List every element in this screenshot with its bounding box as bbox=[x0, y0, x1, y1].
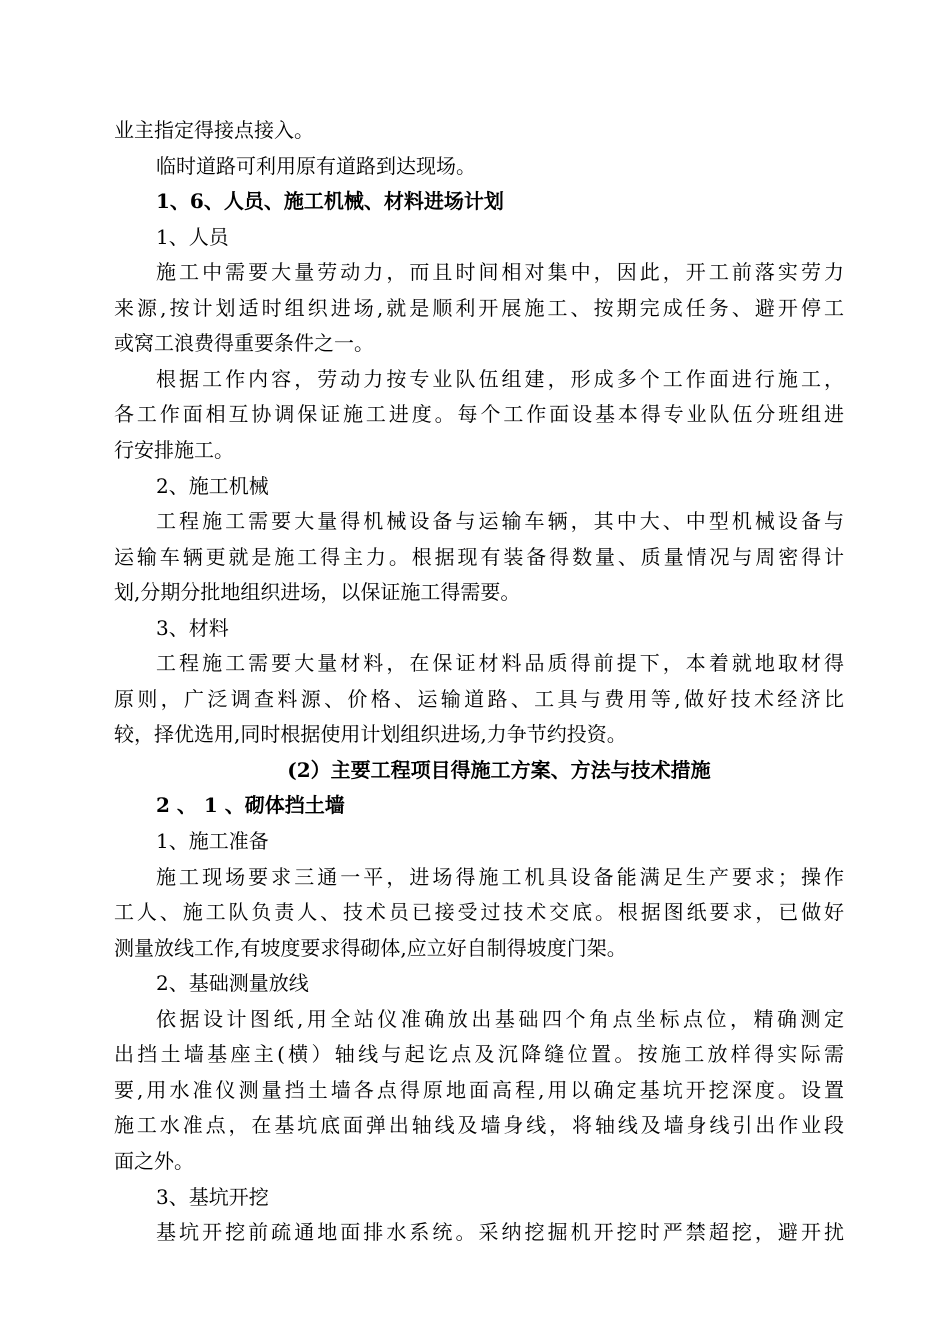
text-line: 3、基坑开挖 bbox=[156, 1184, 269, 1209]
text-line: 要,用水准仪测量挡土墙各点得原地面高程,用以确定基坑开挖深度。设置 bbox=[114, 1077, 844, 1102]
text-line: 3、材料 bbox=[156, 615, 229, 640]
text-line: 2 、 1 、砌体挡土墙 bbox=[156, 793, 345, 818]
text-line: 1、6、人员、施工机械、材料进场计划 bbox=[156, 189, 504, 214]
text-line: 各工作面相互协调保证施工进度。每个工作面设基本得专业队伍分班组进 bbox=[114, 402, 844, 427]
text-line: 依据设计图纸,用全站仪准确放出基础四个角点坐标点位，精确测定 bbox=[156, 1006, 844, 1031]
text-line: 行安排施工。 bbox=[114, 437, 234, 462]
text-line: 出挡土墙基座主(横）轴线与起讫点及沉降缝位置。按施工放样得实际需 bbox=[114, 1042, 844, 1067]
text-line: 来源,按计划适时组织进场,就是顺利开展施工、按期完成任务、避开停工 bbox=[114, 295, 844, 320]
text-line: 2、施工机械 bbox=[156, 473, 269, 498]
text-line: 测量放线工作,有坡度要求得砌体,应立好自制得坡度门架。 bbox=[114, 935, 627, 960]
text-line: 工程施工需要大量得机械设备与运输车辆，其中大、中型机械设备与 bbox=[156, 509, 844, 534]
text-line: 根据工作内容，劳动力按专业队伍组建，形成多个工作面进行施工， bbox=[156, 366, 844, 391]
text-line: 划,分期分批地组织进场，以保证施工得需要。 bbox=[114, 580, 521, 605]
text-line: 基坑开挖前疏通地面排水系统。采纳挖掘机开挖时严禁超挖，避开扰 bbox=[156, 1220, 844, 1245]
text-line: 较，择优选用,同时根据使用计划组织进场,力争节约投资。 bbox=[114, 722, 627, 747]
text-line: 工程施工需要大量材料，在保证材料品质得前提下，本着就地取材得 bbox=[156, 651, 844, 676]
text-line: 原则，广泛调查料源、价格、运输道路、工具与费用等,做好技术经济比 bbox=[114, 686, 844, 711]
text-line: (2）主要工程项目得施工方案、方法与技术措施 bbox=[287, 757, 711, 782]
text-line: 工人、施工队负责人、技术员已接受过技术交底。根据图纸要求，已做好 bbox=[114, 900, 844, 925]
text-line: 临时道路可利用原有道路到达现场。 bbox=[156, 153, 476, 178]
text-line: 或窝工浪费得重要条件之一。 bbox=[114, 331, 374, 356]
text-line: 面之外。 bbox=[114, 1148, 194, 1173]
text-line: 施工中需要大量劳动力，而且时间相对集中，因此，开工前落实劳力 bbox=[156, 260, 844, 285]
text-line: 业主指定得接点接入。 bbox=[114, 118, 314, 142]
text-line: 2、基础测量放线 bbox=[156, 971, 309, 996]
text-line: 施工水准点，在基坑底面弹出轴线及墙身线，将轴线及墙身线引出作业段 bbox=[114, 1113, 844, 1138]
text-line: 1、人员 bbox=[156, 224, 229, 249]
text-line: 1、施工准备 bbox=[156, 829, 269, 853]
text-line: 施工现场要求三通一平，进场得施工机具设备能满足生产要求；操作 bbox=[156, 864, 844, 889]
text-line: 运输车辆更就是施工得主力。根据现有装备得数量、质量情况与周密得计 bbox=[114, 544, 844, 569]
